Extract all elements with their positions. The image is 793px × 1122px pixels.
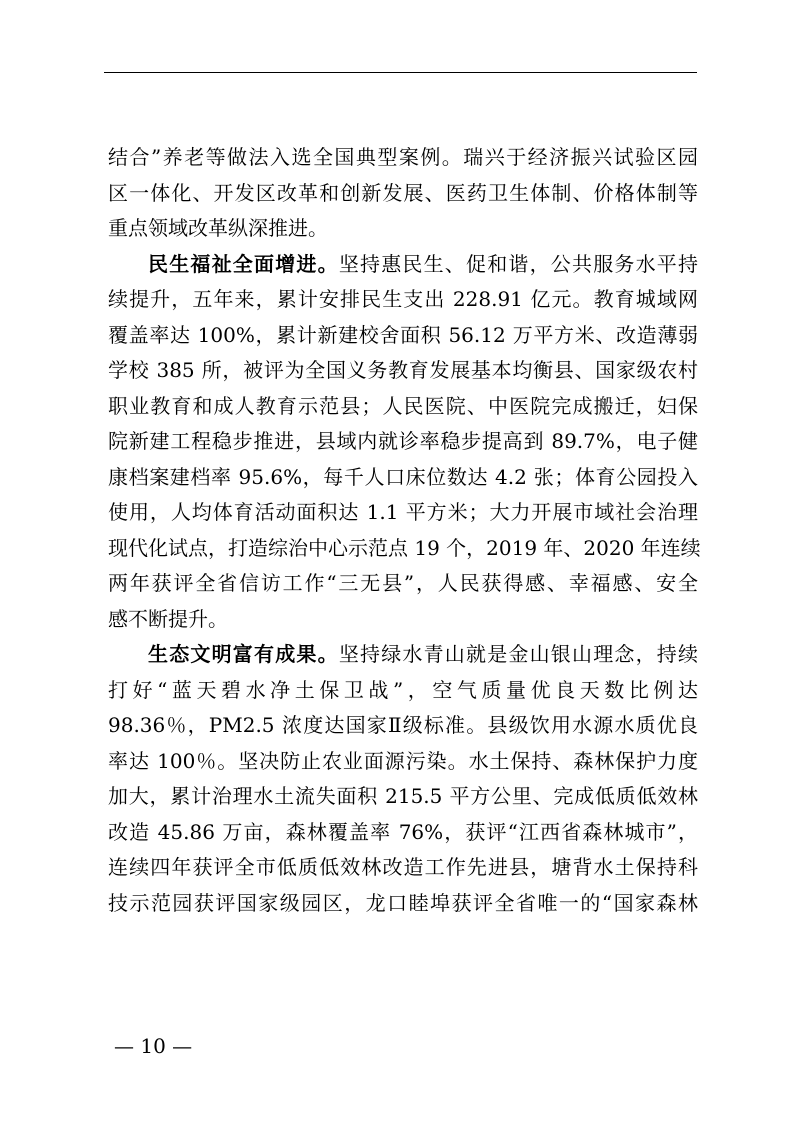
text-line: 区一体化、开发区改革和创新发展、医药卫生体制、价格体制等 xyxy=(108,180,698,205)
paragraph-first-line xyxy=(108,637,698,673)
text-line: 连续四年获评全市低质低效林改造工作先进县，塘背水土保持科 xyxy=(108,855,698,879)
paragraph-heading: 民生福祉全面增进。 xyxy=(148,251,339,276)
text-line: 学校 385 所，被评为全国义务教育发展基本均衡县、国家级农村 xyxy=(108,358,698,382)
text-line: 两年获评全省信访工作“三无县”，人民获得感、幸福感、安全 xyxy=(108,571,698,595)
text-line: 康档案建档率 95.6%，每千人口床位数达 4.2 张；体育公园投入 xyxy=(108,464,698,489)
paragraph-heading: 生态文明富有成果。 xyxy=(148,642,339,666)
body-text xyxy=(108,140,701,921)
text-line: 职业教育和成人教育示范县；人民医院、中医院完成搬迁，妇保 xyxy=(108,393,698,418)
text-run: 坚持绿水青山就是金山银山理念，持续 xyxy=(338,642,699,666)
text-line: 院新建工程稳步推进，县域内就诊率稳步提高到 89.7%，电子健 xyxy=(108,429,698,453)
header-rule xyxy=(104,72,697,73)
page-number: — 10 — xyxy=(114,1034,193,1058)
text-line: 结合”养老等做法入选全国典型案例。瑞兴于经济振兴试验区园 xyxy=(108,145,698,169)
text-line: 使用，人均体育活动面积达 1.1 平方米；大力开展市域社会治理 xyxy=(108,500,698,524)
text-line: 打好“蓝天碧水净土保卫战”，空气质量优良天数比例达 xyxy=(108,677,698,702)
text-line: 改造 45.86 万亩，森林覆盖率 76%，获评“江西省森林城市”， xyxy=(108,819,698,844)
text-line: 98.36％，PM2.5 浓度达国家Ⅱ级标准。县级饮用水源水质优良 xyxy=(108,713,698,737)
text-line: 技示范园获评国家级园区，龙口睦埠获评全省唯一的“国家森林 xyxy=(108,890,698,915)
text-line: 覆盖率达 100%，累计新建校舍面积 56.12 万平方米、改造薄弱 xyxy=(108,322,698,347)
text-run: 坚持惠民生、促和谐，公共服务水平持 xyxy=(338,251,699,276)
text-line: 率达 100％。坚决防止农业面源污染。水土保持、森林保护力度 xyxy=(108,748,698,773)
text-line: 现代化试点，打造综治中心示范点 19 个，2019 年、2020 年连续 xyxy=(108,535,701,560)
text-line: 加大，累计治理水土流失面积 215.5 平方公里、完成低质低效林 xyxy=(108,784,698,808)
paragraph-first-line xyxy=(108,247,698,283)
text-line: 续提升，五年来，累计安排民生支出 228.91 亿元。教育城域网 xyxy=(108,287,698,311)
text-line: 感不断提升。 xyxy=(108,606,228,631)
text-line: 重点领域改革纵深推进。 xyxy=(108,216,328,240)
